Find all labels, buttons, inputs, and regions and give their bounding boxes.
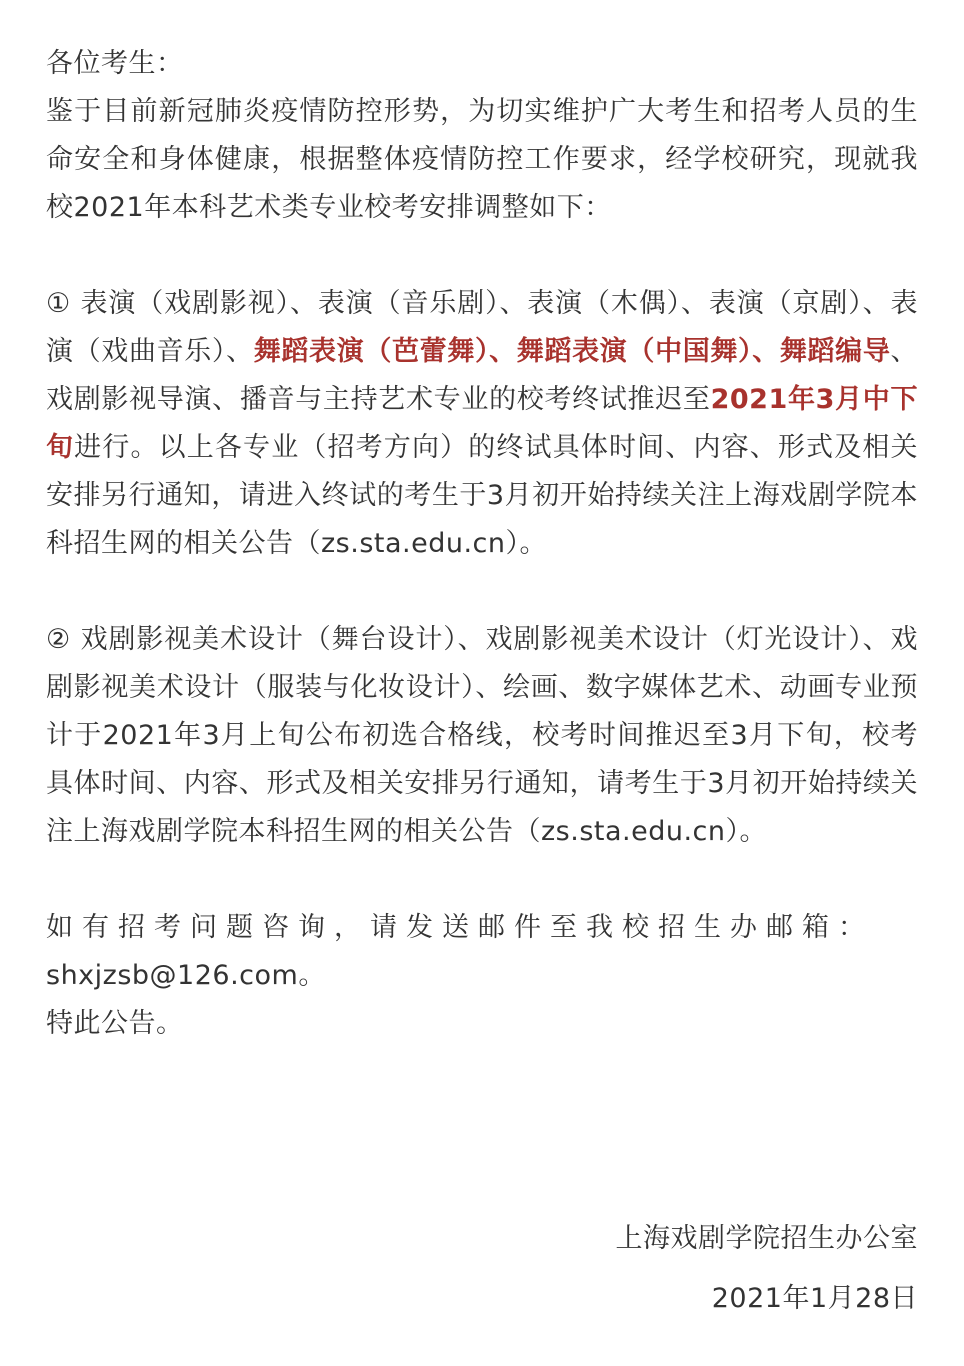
greeting: 各位考生： [46,48,184,79]
announcement-body [46,40,918,1048]
intro-paragraph: 鉴于目前新冠肺炎疫情防控形势，为切实维护广大考生和招考人员的生命安全和身体健康，根据整体疫情防控工作要求，经学校研究，现就我校2021年本科艺术类专业校考安排调整如下： [46,96,918,223]
paragraph-gap [46,568,918,616]
item1-text-a: 表演（戏剧影视）、表演（音乐剧）、表演（木偶）、表演（京剧）、表演（戏曲音乐）、 [46,288,918,367]
item1-highlight-date: 2021年3月中下旬 [46,384,919,463]
contact-line: 如有招考问题咨询，请发送邮件至我校招生办邮箱： [46,912,874,943]
signature-office: 上海戏剧学院招生办公室 [615,1223,918,1254]
item1-marker: ① [46,288,72,319]
item1-text-c: 进行。以上各专业（招考方向）的终试具体时间、内容、形式及相关安排另行通知，请进入终试的考生于3月初开始持续关注上海戏剧学院本科招生网的相关公告（zs.sta.edu.cn）。 [46,432,919,559]
paragraph-gap [46,232,918,280]
item2-paragraph [46,616,918,856]
paragraph-gap [46,856,918,904]
closing-line: 特此公告。 [46,1008,184,1039]
item1-paragraph [46,280,918,568]
contact-email: shxjzsb@126.com。 [46,960,326,991]
item1-highlight-majors: 舞蹈表演（芭蕾舞）、舞蹈表演（中国舞）、舞蹈编导 [253,336,891,367]
signature-date: 2021年1月28日 [711,1283,918,1314]
item1-text-b: 、戏剧影视导演、播音与主持艺术专业的校考终试推迟至 [46,336,918,415]
item2-marker: ② [46,624,72,655]
item2-text: 戏剧影视美术设计（舞台设计）、戏剧影视美术设计（灯光设计）、戏剧影视美术设计（服装与化妆设计）、绘画、数字媒体艺术、动画专业预计于2021年3月上旬公布初选合格线，校考时间推迟至3月下旬，校考具体时间、内容、形式及相关安排另行通知，请考生于3月初开始持续关注上海戏剧学院本科招生网的相关公告（zs.sta.edu.cn）。 [46,624,918,847]
